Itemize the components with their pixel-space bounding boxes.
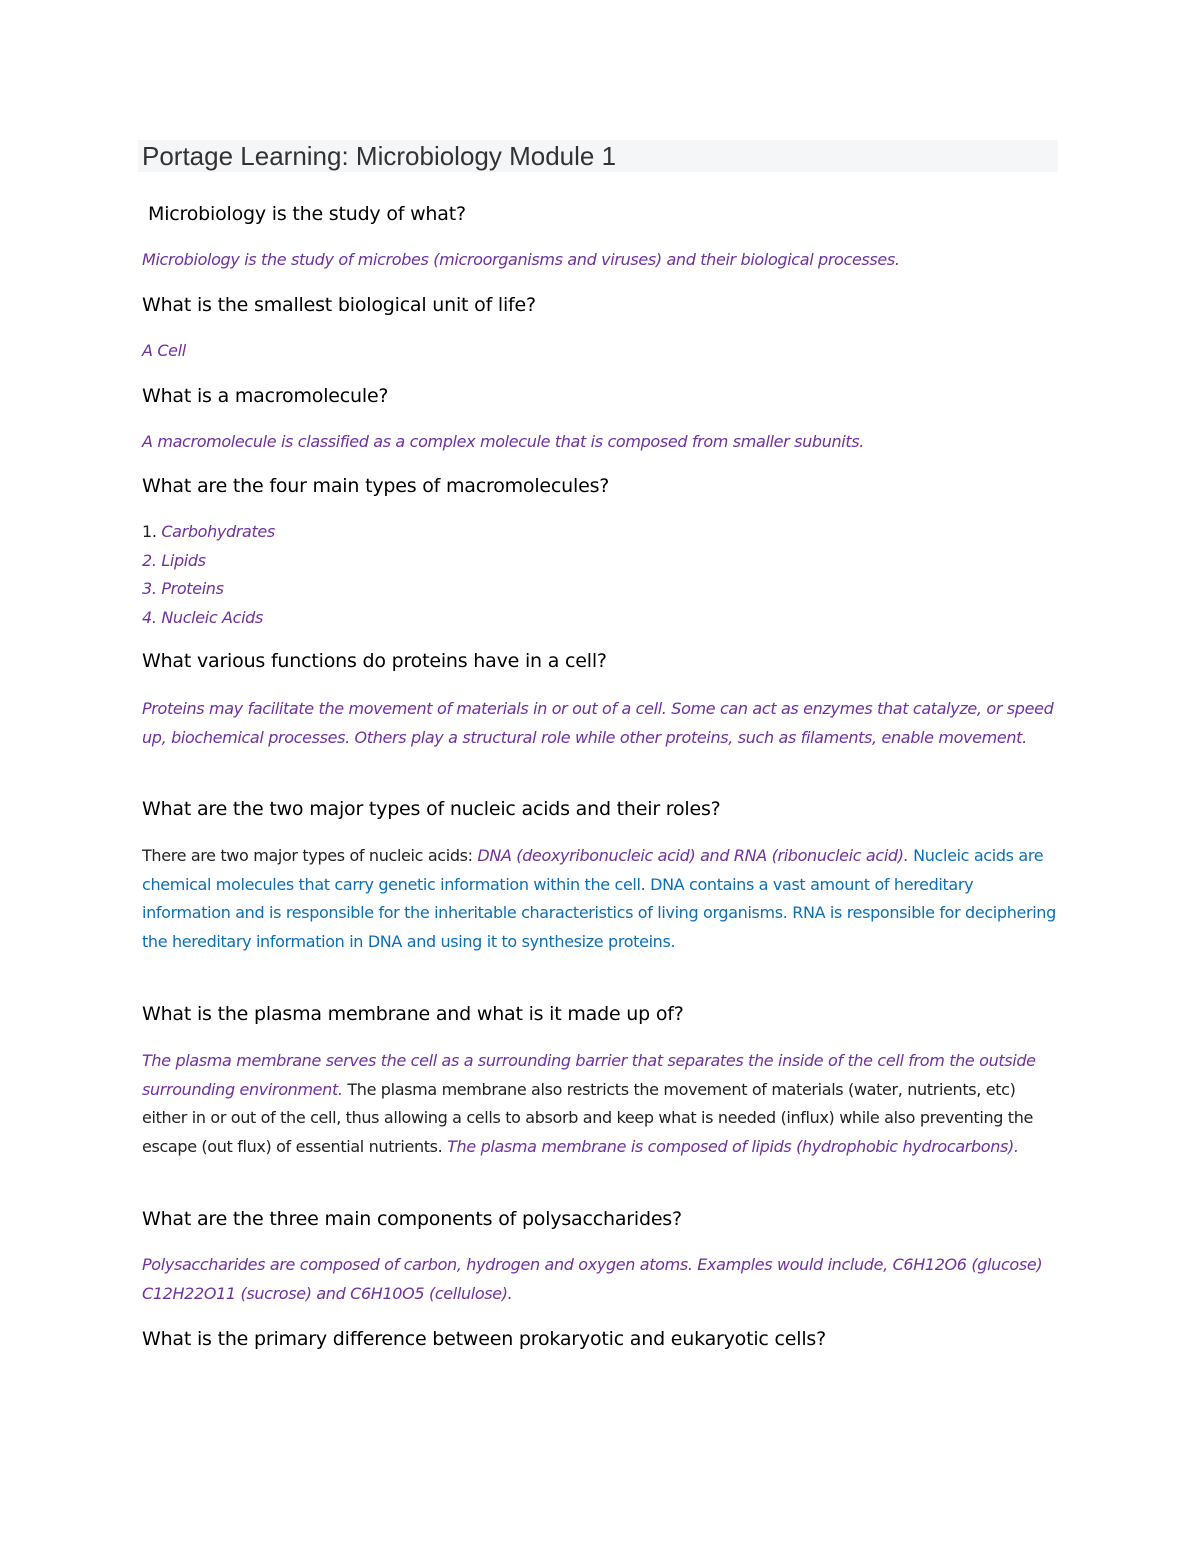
answer-6-roles: Nucleic acids are chemical molecules that carry genetic information within the cell. DNA contains a vast amount of hereditary information and is responsible for the inheritable characteristics of living organisms. RNA is responsible for deciphering the hereditary information in DNA and using it to synthesize proteins. [142,846,1056,951]
list-item [142,604,1062,633]
question-4: What are the four main types of macromolecules? [142,475,610,497]
question-3: What is a macromolecule? [142,385,389,407]
list-number: 4. [142,607,162,627]
list-item [142,575,1062,604]
answer-7-part1: The plasma membrane serves the cell as a surrounding barrier that separates the inside of the cell from the outside surrounding environment. [142,1051,1036,1099]
list-number: 3. [142,579,162,598]
answer-3: A macromolecule is classified as a complex molecule that is composed from smaller subunits. [142,432,865,451]
list-item [142,547,1062,576]
question-5: What various functions do proteins have in a cell? [142,650,607,672]
answer-1: Microbiology is the study of microbes (microorganisms and viruses) and their biological processes. [142,250,900,269]
answer-6-types: DNA (deoxyribonucleic acid) and RNA (ribonucleic acid). [477,846,909,865]
macromolecule-list [142,518,1062,632]
answer-2: A Cell [142,341,186,360]
list-text: Nucleic Acids [161,607,263,627]
answer-5: Proteins may facilitate the movement of materials in or out of a cell. Some can act as enzymes that catalyze, or speed up, biochemical processes. Others play a structural role while other proteins, such as filaments, enable movement. [142,699,1054,747]
question-7: What is the plasma membrane and what is it made up of? [142,1003,684,1025]
answer-7-part2: The plasma membrane also restricts the movement of materials (water, nutrients, etc) either in or out of the cell, thus allowing a cells to absorb and keep what is needed (influx) while also preventing the escape (out flux) of essential nutrients. [142,1079,1033,1156]
question-9: What is the primary difference between prokaryotic and eukaryotic cells? [142,1328,826,1350]
question-2: What is the smallest biological unit of life? [142,294,536,316]
answer-6 [142,842,1062,956]
list-text: Lipids [161,550,206,570]
list-text: Proteins [161,579,224,598]
answer-8: Polysaccharides are composed of carbon, hydrogen and oxygen atoms. Examples would include, C6H12O6 (glucose) C12H22O11 (sucrose) and C6H10O5 (cellulose). [142,1255,1043,1303]
question-1: Microbiology is the study of what? [148,203,466,225]
answer-7-part3: The plasma membrane is composed of lipids (hydrophobic hydrocarbons). [447,1136,1019,1156]
list-item [142,518,1062,547]
list-number: 2. [142,550,162,570]
question-6: What are the two major types of nucleic acids and their roles? [142,798,721,820]
list-text: Carbohydrates [161,522,275,541]
question-8: What are the three main components of polysaccharides? [142,1208,682,1230]
answer-6-intro: There are two major types of nucleic acids: [142,846,478,865]
page-title: Portage Learning: Microbiology Module 1 [142,141,617,171]
list-number: 1. [142,522,162,541]
answer-7 [142,1047,1062,1161]
